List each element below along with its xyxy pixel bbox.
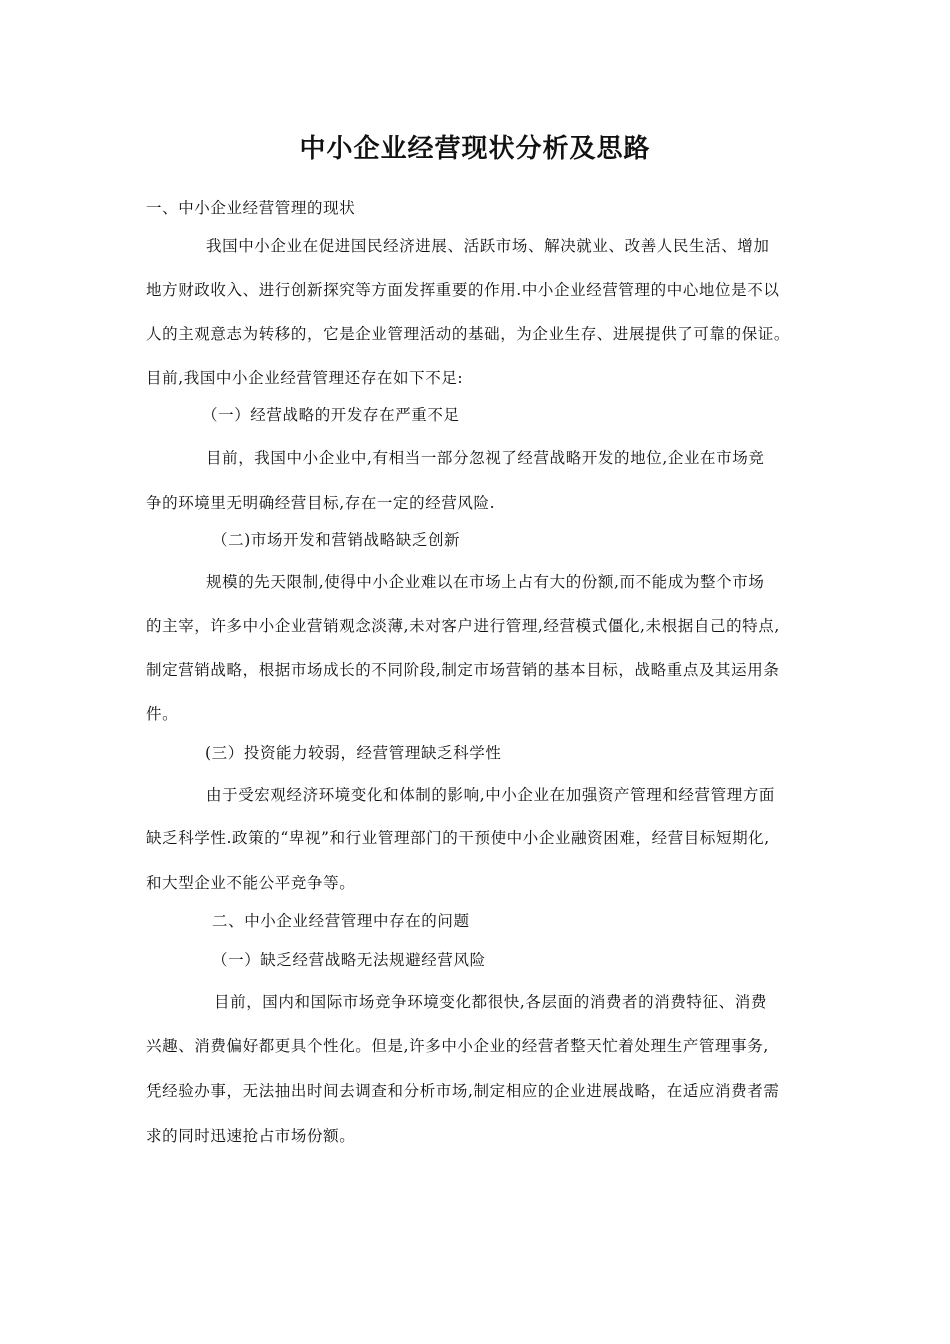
paragraph-line: 凭经验办事，无法抽出时间去调查和分析市场,制定相应的企业进展战略，在适应消费者需	[146, 1082, 780, 1100]
paragraph-line: 和大型企业不能公平竞争等。	[146, 874, 356, 892]
paragraph-line: 制定营销战略，根据市场成长的不同阶段,制定市场营销的基本目标，战略重点及其运用条	[146, 661, 780, 679]
paragraph-line: 兴趣、消费偏好都更具个性化。但是,许多中小企业的经营者整天忙着处理生产管理事务,	[146, 1037, 769, 1055]
subsection-heading: (三）投资能力较弱，经营管理缺乏科学性	[205, 744, 502, 762]
paragraph-line: 目前,我国中小企业经营管理还存在如下不足:	[146, 369, 464, 387]
paragraph-line: 件。	[146, 705, 179, 723]
paragraph-line: 目前，我国中小企业中,有相当一部分忽视了经营战略开发的地位,企业在市场竞	[206, 449, 765, 467]
paragraph-line: 由于受宏观经济环境变化和体制的影响,中小企业在加强资产管理和经营管理方面	[206, 786, 776, 804]
paragraph-line: 目前，国内和国际市场竞争环境变化都很快,各层面的消费者的消费特征、消费	[214, 993, 767, 1011]
section-heading-1: 一、中小企业经营管理的现状	[146, 199, 356, 217]
document-title: 中小企业经营现状分析及思路	[299, 134, 651, 164]
section-heading-2: 二、中小企业经营管理中存在的问题	[212, 912, 470, 930]
paragraph-line: 地方财政收入、进行创新探究等方面发挥重要的作用.中小企业经营管理的中心地位是不以	[146, 281, 780, 299]
paragraph-line: 我国中小企业在促进国民经济进展、活跃市场、解决就业、改善人民生活、增加	[206, 237, 770, 255]
paragraph-line: 求的同时迅速抢占市场份额。	[146, 1127, 356, 1145]
subsection-heading: （一）缺乏经营战略无法规避经营风险	[212, 951, 486, 969]
paragraph-line: 的主宰，许多中小企业营销观念淡薄,未对客户进行管理,经营模式僵化,未根据自己的特点,	[146, 617, 780, 635]
paragraph-line: 规模的先天限制,使得中小企业难以在市场上占有大的份额,而不能成为整个市场	[206, 573, 765, 591]
paragraph-line: 缺乏科学性.政策的“卑视”和行业管理部门的干预使中小企业融资困难，经营目标短期化,	[146, 829, 770, 847]
subsection-heading: （二)市场开发和营销战略缺乏创新	[212, 531, 461, 549]
subsection-heading: （一）经营战略的开发存在严重不足	[202, 406, 460, 424]
paragraph-line: 人的主观意志为转移的，它是企业管理活动的基础，为企业生存、进展提供了可靠的保证。	[146, 325, 791, 343]
paragraph-line: 争的环境里无明确经营目标,存在一定的经营风险.	[146, 494, 496, 512]
